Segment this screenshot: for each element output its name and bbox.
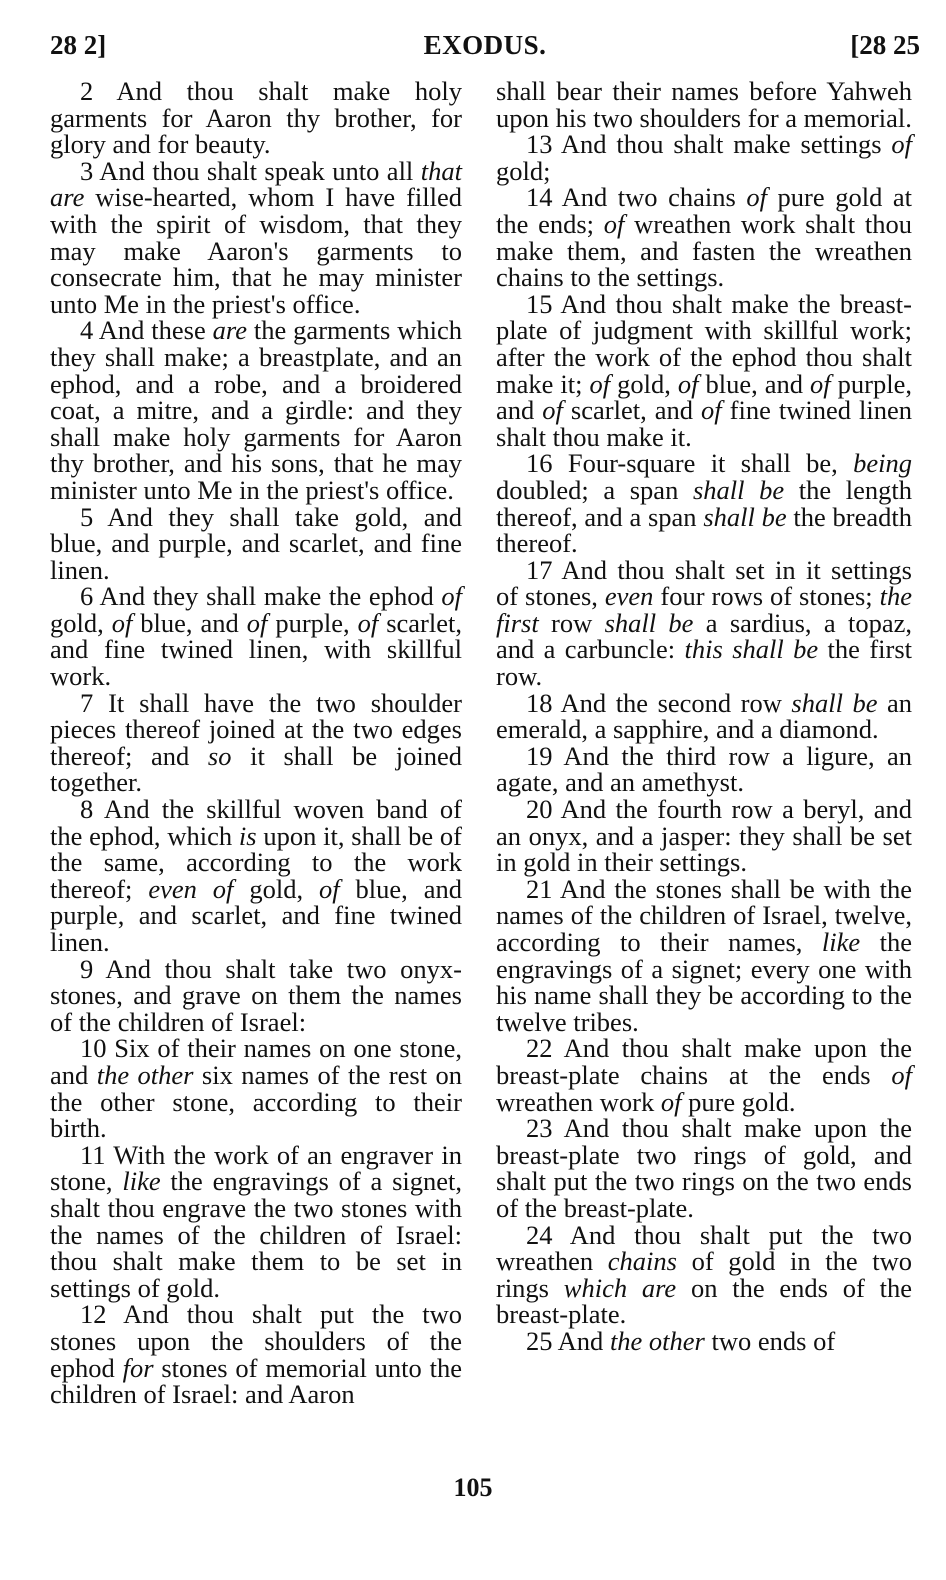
- verse-text: purple, and: [496, 368, 912, 426]
- italic-supplied-text: so: [207, 740, 232, 771]
- italic-supplied-text: even: [604, 581, 654, 612]
- verse-text: the engravings of a signet, shalt thou engrave the two stones with the names of the children of Israel: thou shalt make them to be set in settings of gold.: [50, 1166, 462, 1303]
- verse-text: 18 And the second row: [526, 687, 792, 718]
- verse: [50, 581, 462, 692]
- verse-text: the engravings of a signet; every one with his name shall they be according to the twelve tribes.: [496, 927, 912, 1037]
- verse-text: scarlet, and fine twined linen, with skillful work.: [50, 607, 462, 692]
- verse-text: doubled; a span: [496, 474, 693, 505]
- verse-text: an emerald, a sapphire, and a diamond.: [496, 687, 912, 745]
- italic-supplied-text: chains: [607, 1246, 677, 1277]
- italic-supplied-text: this shall be: [684, 634, 819, 665]
- italic-supplied-text: of: [319, 873, 340, 904]
- verse-text: 14 And two chains: [526, 182, 747, 213]
- verse-text: 24 And thou shalt put the two wreathen: [496, 1219, 912, 1277]
- verse-text: 17 And thou shalt set in it settings of stones,: [496, 554, 912, 612]
- verse-text: stones of memorial unto the children of Israel: and Aaron: [50, 1352, 462, 1410]
- italic-supplied-text: the other: [96, 1059, 194, 1090]
- verse: [496, 131, 912, 184]
- verse-text: purple,: [267, 607, 358, 638]
- verse-text: a sardius, a topaz, and a carbuncle:: [496, 607, 912, 665]
- verse-text: 11 With the work of an engraver in stone,: [50, 1139, 462, 1197]
- italic-supplied-text: of: [589, 368, 611, 399]
- verse: [496, 740, 912, 798]
- verse: [496, 448, 912, 559]
- verse-text: pure gold at the ends;: [496, 182, 913, 239]
- verse-text: gold;: [496, 155, 551, 186]
- verse-text: 7 It shall have the two shoulder pieces thereof joined at the two edges thereof; and: [50, 687, 462, 771]
- verse-text: 25 And: [526, 1325, 610, 1356]
- verse: [50, 78, 462, 158]
- italic-supplied-text: of: [891, 1059, 912, 1090]
- italic-supplied-text: being: [853, 448, 912, 479]
- italic-supplied-text: of: [810, 368, 831, 399]
- italic-supplied-text: that are: [50, 155, 462, 213]
- verse-text: 8 And the skillful woven band of the ephod, which: [50, 794, 462, 851]
- verse: [496, 288, 912, 452]
- verse: [496, 1325, 912, 1356]
- verse-text: 19 And the third row a ligure, an agate, and an amethyst.: [496, 740, 912, 798]
- verse-text: gold,: [233, 873, 319, 904]
- verse-text: 15 And thou shalt make the breast-plate of judgment with skillful work; after the work of the ephod thou shalt make it;: [496, 288, 912, 399]
- verse-continuation: [496, 78, 912, 131]
- book-title: EXODUS.: [423, 30, 547, 60]
- verse-text: 16 Four-square it shall be,: [526, 448, 854, 479]
- italic-supplied-text: of: [357, 607, 379, 638]
- italic-supplied-text: of: [111, 607, 133, 638]
- page-number: 105: [453, 1473, 493, 1502]
- verse-text: 23 And thou shalt make upon the breast-plate two rings of gold, and shalt put the two rings on the two ends of the breast-plate.: [496, 1113, 912, 1223]
- verse-text: row: [538, 607, 605, 638]
- verse-text: the garments which they shall make; a breastplate, and an ephod, and a robe, and a broidered coat, a mitre, and a girdle: and they shall make holy garments for Aaron thy brother, and his sons, that he may minister unto Me in the priest's office.: [50, 315, 462, 505]
- italic-supplied-text: shall be: [791, 687, 878, 718]
- italic-supplied-text: are: [212, 315, 247, 346]
- italic-supplied-text: of: [677, 368, 699, 399]
- italic-supplied-text: even of: [148, 873, 234, 904]
- italic-supplied-text: of: [891, 129, 912, 160]
- verse-text: wreathen work shalt thou make them, and fasten the wreathen chains to the settings.: [496, 208, 912, 293]
- italic-supplied-text: like: [821, 927, 861, 957]
- verse-text: 10 Six of their names on one stone, and: [50, 1033, 462, 1090]
- italic-supplied-text: for: [122, 1352, 154, 1383]
- verse: [50, 687, 462, 798]
- verse: [496, 873, 912, 1037]
- verse: [496, 1219, 912, 1330]
- verse: [496, 182, 913, 293]
- verse-text: wise-hearted, whom I have filled with the spirit of wisdom, that they may make Aaron's garments to consecrate him, that he may minister unto Me in the priest's office.: [50, 182, 462, 319]
- verse: [50, 501, 462, 585]
- verse-text: the first row.: [496, 634, 913, 692]
- italic-supplied-text: of: [603, 208, 625, 239]
- verse-text: 13 And thou shalt make settings: [526, 129, 892, 160]
- verse: [50, 953, 462, 1037]
- verse: [50, 317, 462, 503]
- verse: [496, 554, 913, 692]
- verse-text: the breadth thereof.: [496, 501, 912, 559]
- verse-text: 6 And they shall make the ephod: [80, 581, 442, 612]
- verse-text: 3 And thou shalt speak unto all: [80, 155, 421, 186]
- verse-text: 4 And these: [80, 315, 213, 346]
- verse-text: 5 And they shall take gold, and blue, and purple, and scarlet, and fine linen.: [50, 501, 462, 585]
- italic-supplied-text: like: [122, 1166, 161, 1197]
- verse: [50, 1033, 463, 1144]
- verse: [50, 1299, 462, 1410]
- verse-text: four rows of stones;: [653, 581, 880, 612]
- verse-text: blue, and purple, and scarlet, and fine twined linen.: [50, 873, 462, 957]
- verse-text: 12 And thou shalt put the two stones upon the shoulders of the ephod: [50, 1299, 462, 1383]
- verse: [50, 796, 462, 956]
- italic-supplied-text: the first: [496, 581, 912, 638]
- verse-text: pure gold.: [681, 1086, 796, 1117]
- right-text-column: [496, 78, 912, 1355]
- italic-supplied-text: of: [246, 607, 268, 638]
- verse-text: fine twined linen shalt thou make it.: [496, 395, 912, 452]
- verse-text: two ends of: [704, 1325, 836, 1356]
- verse-text: 9 And thou shalt take two onyx-stones, and grave on them the names of the children of Israel:: [50, 953, 462, 1037]
- verse: [50, 155, 462, 319]
- italic-supplied-text: of: [746, 182, 767, 213]
- italic-supplied-text: shall be: [604, 607, 694, 638]
- verse: [496, 796, 912, 876]
- verse-text: the length thereof, and a span: [496, 474, 912, 532]
- verse-text: 2 And thou shalt make holy garments for Aaron thy brother, for glory and for beauty.: [50, 76, 462, 160]
- left-text-column: [50, 78, 462, 1408]
- running-header: [50, 30, 920, 70]
- italic-supplied-text: is: [238, 820, 257, 851]
- italic-supplied-text: of: [441, 581, 462, 612]
- verse-text: blue, and: [132, 607, 247, 638]
- verse-text: 20 And the fourth row a beryl, and an onyx, and a jasper: they shall be set in gold in their settings.: [496, 794, 912, 878]
- verse-text: gold,: [50, 607, 112, 638]
- verse-text: shall bear their names before Yahweh upon his two shoulders for a memorial.: [496, 76, 912, 133]
- italic-supplied-text: of: [660, 1086, 682, 1117]
- header-chapter-verse-end: [28 25: [850, 30, 920, 60]
- verse-text: 21 And the stones shall be with the names of the children of Israel, twelve, according to their names,: [496, 873, 912, 957]
- italic-supplied-text: which are: [563, 1272, 677, 1303]
- verse-text: it shall be joined together.: [50, 740, 462, 798]
- verse-text: gold,: [610, 368, 678, 399]
- verse-text: scarlet, and: [562, 395, 701, 426]
- verse-text: on the ends of the breast-plate.: [496, 1272, 912, 1330]
- verse-text: blue, and: [698, 368, 811, 399]
- italic-supplied-text: of: [542, 395, 563, 426]
- header-chapter-verse-start: 28 2]: [50, 30, 107, 60]
- verse-text: 22 And thou shalt make upon the breast-plate chains at the ends: [496, 1033, 912, 1090]
- italic-supplied-text: shall be: [703, 501, 787, 532]
- verse: [496, 1115, 912, 1221]
- verse-text: upon it, shall be of the same, according to the work thereof;: [50, 820, 462, 904]
- italic-supplied-text: shall be: [692, 474, 785, 505]
- verse: [50, 1139, 462, 1303]
- verse-text: wreathen work: [496, 1086, 661, 1117]
- verse-text: six names of the rest on the other stone, according to their birth.: [50, 1059, 463, 1144]
- verse: [496, 687, 912, 745]
- italic-supplied-text: the other: [609, 1325, 705, 1356]
- italic-supplied-text: of: [701, 395, 722, 426]
- verse: [496, 1035, 912, 1115]
- verse-text: of gold in the two rings: [496, 1246, 912, 1303]
